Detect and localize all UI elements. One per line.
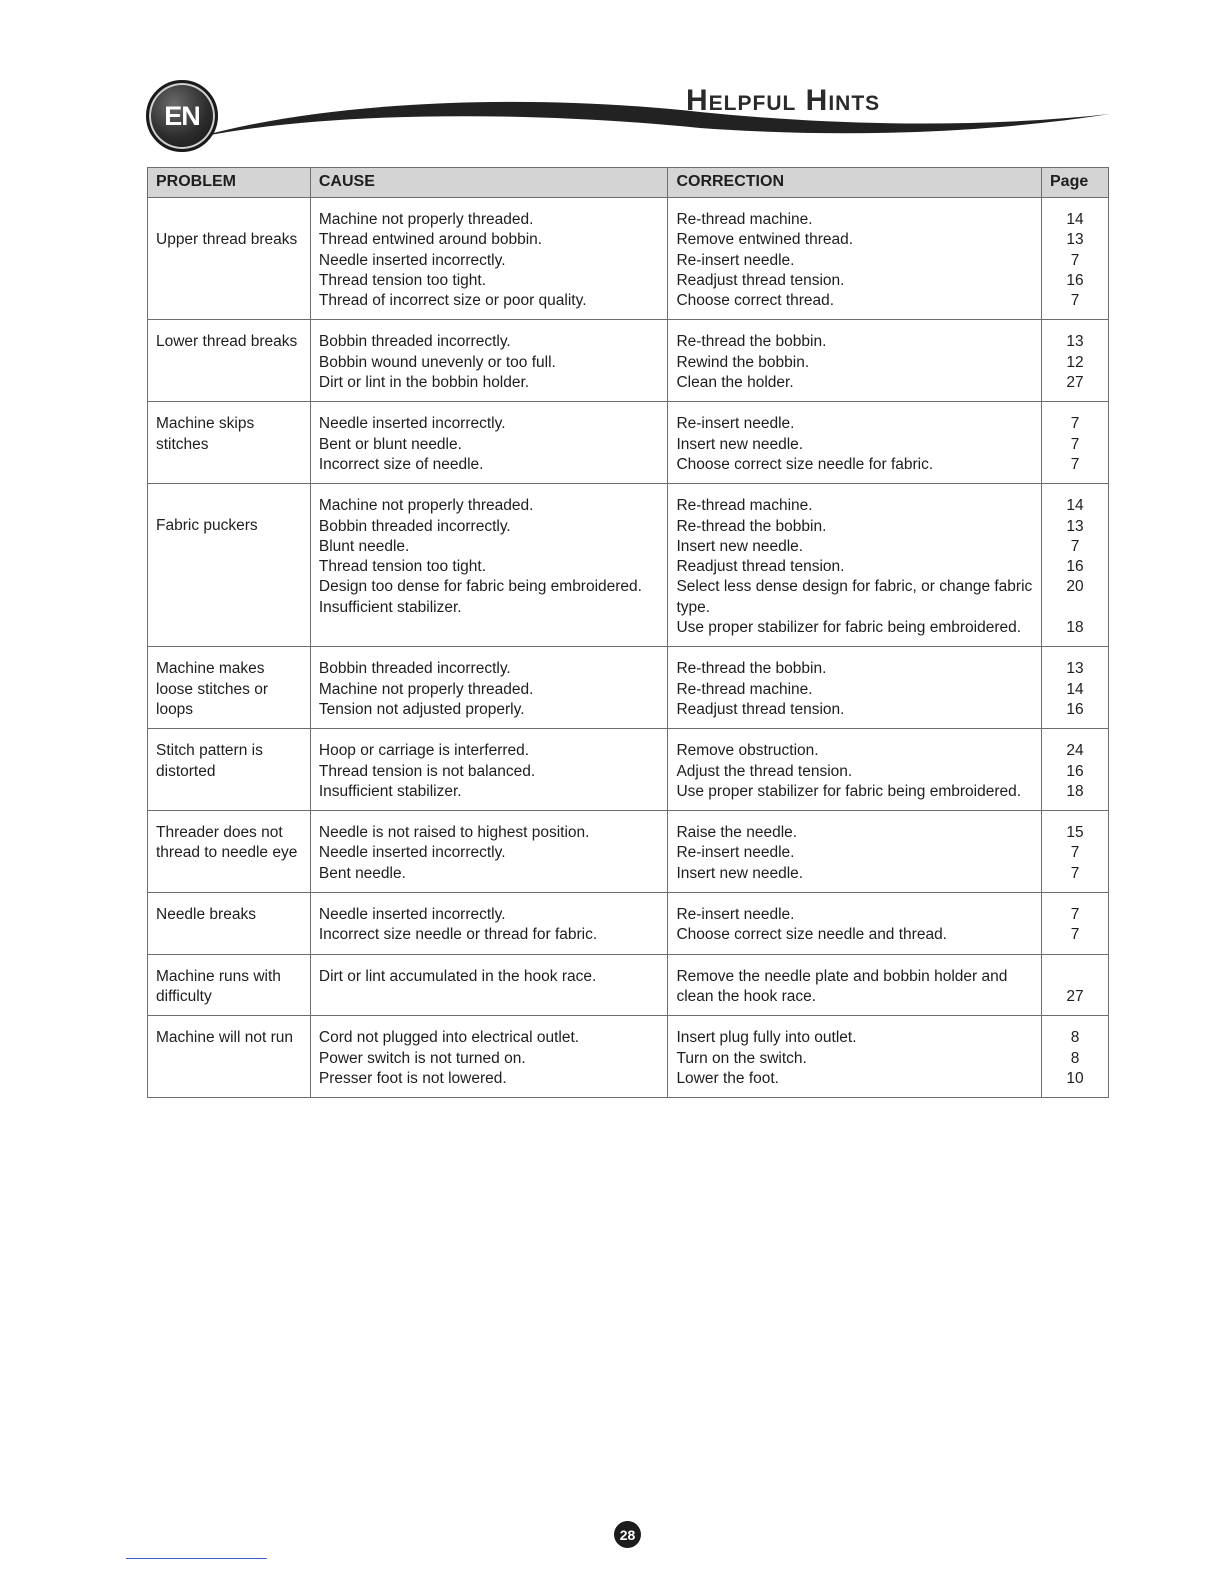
page-ref: 7 [1070,864,1080,882]
page-ref: 15 [1066,824,1084,842]
page-cell [1042,484,1109,647]
correction-line: Re-insert needle. [676,844,795,862]
page-ref: 18 [1066,619,1084,637]
cause-line: Power switch is not turned on. [318,1049,526,1067]
problem-cell: Machine will not run [148,1016,311,1098]
correction-cell [668,647,1042,729]
cause-line: Insufficient stabilizer. [318,782,462,800]
correction-line: Choose correct thread. [676,292,835,310]
cause-cell [310,402,668,484]
cause-cell [310,954,668,1016]
correction-line: Insert new needle. [676,435,804,453]
table-row [148,647,1109,729]
correction-line: Choose correct size needle for fabric. [676,455,934,473]
cause-line: Bent or blunt needle. [318,435,462,453]
page-ref: 27 [1066,374,1084,392]
correction-line: Readjust thread tension. [676,558,845,576]
table-row [148,811,1109,893]
table-body [148,198,1109,1098]
page-cell [1042,647,1109,729]
column-header-page: Page [1042,168,1109,198]
correction-line: Readjust thread tension. [676,271,845,289]
correction-line: Use proper stabilizer for fabric being embroidered. [676,619,1022,637]
correction-line: Remove obstruction. [676,742,819,760]
column-header-problem: PROBLEM [148,168,311,198]
page-ref: 14 [1066,497,1084,515]
table-row [148,893,1109,955]
page-ref: 13 [1066,333,1084,351]
page-cell [1042,402,1109,484]
cause-cell [310,198,668,320]
page-ref: 13 [1066,660,1084,678]
correction-line: Raise the needle. [676,824,798,842]
page-ref: 8 [1070,1049,1080,1067]
correction-line: Remove the needle plate and bobbin holder and clean the hook race. [676,967,1008,1005]
correction-line: Insert new needle. [676,537,804,555]
page-ref: 14 [1066,680,1084,698]
correction-line: Adjust the thread tension. [676,762,853,780]
page-ref: 7 [1070,537,1080,555]
correction-cell [668,484,1042,647]
correction-line: Clean the holder. [676,374,794,392]
footer-divider [126,1558,267,1559]
cause-line: Dirt or lint accumulated in the hook race. [318,967,597,985]
table-row [148,729,1109,811]
page-ref: 14 [1066,211,1084,228]
cause-line: Incorrect size needle or thread for fabric. [318,926,598,944]
correction-line: Use proper stabilizer for fabric being embroidered. [676,782,1022,800]
cause-cell [310,893,668,955]
cause-line: Needle inserted incorrectly. [318,251,506,269]
page-number: 28 [614,1521,641,1548]
problem-cell: Upper thread breaks [148,198,311,320]
problem-cell: Machine runs with difficulty [148,954,311,1016]
cause-line: Thread tension is not balanced. [318,762,536,780]
cause-line: Tension not adjusted properly. [318,700,525,718]
correction-line: Rewind the bobbin. [676,353,810,371]
correction-line: Choose correct size needle and thread. [676,926,947,944]
page-ref: 24 [1066,742,1084,760]
problem-cell: Needle breaks [148,893,311,955]
page-ref: 16 [1066,700,1084,718]
page-ref: 7 [1070,251,1080,269]
page-ref: 20 [1066,578,1084,596]
correction-line: Re-insert needle. [676,251,795,269]
table-row [148,484,1109,647]
problem-cell: Machine skips stitches [148,402,311,484]
correction-line: Re-thread the bobbin. [676,333,827,351]
page-cell [1042,811,1109,893]
page-ref: 16 [1066,271,1084,289]
correction-cell [668,729,1042,811]
cause-cell [310,811,668,893]
cause-line: Incorrect size of needle. [318,455,484,473]
page-ref: 16 [1066,558,1084,576]
page-ref [1050,598,1100,618]
cause-line: Machine not properly threaded. [318,680,534,698]
column-header-cause: CAUSE [310,168,668,198]
page-ref: 7 [1070,844,1080,862]
cause-line: Needle inserted incorrectly. [318,844,506,862]
correction-line: Re-thread machine. [676,680,813,698]
page-ref: 27 [1066,987,1084,1005]
cause-line: Needle is not raised to highest position. [318,824,590,842]
troubleshooting-table [147,167,1109,1098]
cause-line: Insufficient stabilizer. [318,598,462,616]
correction-cell [668,1016,1042,1098]
cause-line: Thread of incorrect size or poor quality. [318,292,587,310]
page-ref: 7 [1070,926,1080,944]
correction-cell [668,893,1042,955]
correction-line: Readjust thread tension. [676,700,845,718]
table-row [148,198,1109,320]
cause-cell [310,729,668,811]
correction-line: Lower the foot. [676,1069,779,1087]
table-row [148,402,1109,484]
page-ref: 7 [1070,292,1080,310]
cause-line: Thread entwined around bobbin. [318,231,543,249]
problem-cell: Stitch pattern is distorted [148,729,311,811]
cause-line: Design too dense for fabric being embroidered. [318,578,642,596]
page-cell [1042,320,1109,402]
cause-line: Hoop or carriage is interferred. [318,742,530,760]
correction-cell [668,320,1042,402]
correction-line: Re-thread machine. [676,497,813,515]
cause-cell [310,647,668,729]
table-row [148,954,1109,1016]
correction-cell [668,402,1042,484]
page-ref: 13 [1066,517,1084,535]
cause-line: Thread tension too tight. [318,271,487,289]
correction-line: Select less dense design for fabric, or change fabric type. [676,578,1033,616]
correction-line: Re-thread machine. [676,211,813,228]
table-header-row [148,168,1109,198]
page-header [0,0,1224,160]
correction-line: Insert plug fully into outlet. [676,1029,857,1047]
cause-line: Machine not properly threaded. [318,497,534,515]
cause-line: Bobbin wound unevenly or too full. [318,353,556,371]
correction-cell [668,198,1042,320]
cause-line: Blunt needle. [318,537,410,555]
page-ref: 12 [1066,353,1084,371]
correction-line: Re-insert needle. [676,906,795,924]
page-ref: 13 [1066,231,1084,249]
cause-line: Bobbin threaded incorrectly. [318,517,511,535]
cause-line: Presser foot is not lowered. [318,1069,507,1087]
page-ref [1050,967,1100,987]
correction-cell [668,811,1042,893]
page-ref: 18 [1066,782,1084,800]
page-cell [1042,893,1109,955]
problem-cell: Threader does not thread to needle eye [148,811,311,893]
page-ref: 7 [1070,415,1080,433]
page-ref: 8 [1070,1029,1080,1047]
page-ref: 16 [1066,762,1084,780]
page-cell [1042,1016,1109,1098]
correction-cell [668,954,1042,1016]
cause-line: Bobbin threaded incorrectly. [318,660,511,678]
page-cell [1042,954,1109,1016]
table-row [148,1016,1109,1098]
correction-line: Turn on the switch. [676,1049,807,1067]
cause-line: Machine not properly threaded. [318,211,534,228]
problem-cell: Lower thread breaks [148,320,311,402]
table-row [148,320,1109,402]
correction-line: Re-thread the bobbin. [676,660,827,678]
correction-line: Re-thread the bobbin. [676,517,827,535]
problem-cell: Fabric puckers [148,484,311,647]
cause-cell [310,484,668,647]
cause-line: Cord not plugged into electrical outlet. [318,1029,580,1047]
cause-cell [310,1016,668,1098]
page-ref: 7 [1070,906,1080,924]
column-header-correction: CORRECTION [668,168,1042,198]
correction-line: Insert new needle. [676,864,804,882]
page-ref: 7 [1070,455,1080,473]
correction-line: Re-insert needle. [676,415,795,433]
page-cell [1042,198,1109,320]
language-badge: EN [146,80,218,152]
page-title: Helpful Hints [686,84,881,117]
cause-cell [310,320,668,402]
correction-line: Remove entwined thread. [676,231,854,249]
cause-line: Needle inserted incorrectly. [318,415,506,433]
cause-line: Needle inserted incorrectly. [318,906,506,924]
page-ref: 7 [1070,435,1080,453]
cause-line: Thread tension too tight. [318,558,487,576]
cause-line: Bobbin threaded incorrectly. [318,333,511,351]
cause-line: Bent needle. [318,864,406,882]
cause-line: Dirt or lint in the bobbin holder. [318,374,530,392]
page-ref: 10 [1066,1069,1084,1087]
page-cell [1042,729,1109,811]
problem-cell: Machine makes loose stitches or loops [148,647,311,729]
